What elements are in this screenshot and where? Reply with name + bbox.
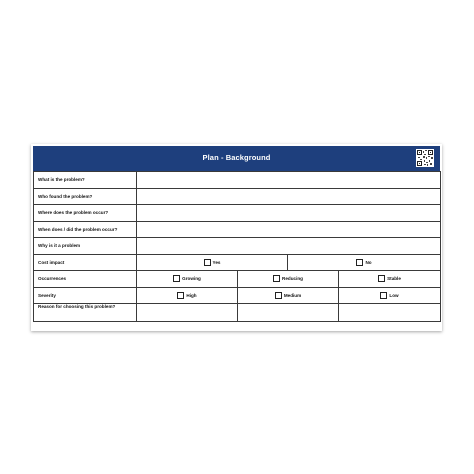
stable-label: Stable [387,276,401,282]
why-field[interactable] [137,238,441,255]
medium-checkbox[interactable] [275,292,282,299]
reason-field-3[interactable] [339,304,441,322]
severity-label: Severity [34,287,137,304]
cost-yes-checkbox[interactable] [204,259,211,266]
stable-checkbox[interactable] [378,275,385,282]
cost-no-checkbox[interactable] [356,259,363,266]
background-form-table [33,171,441,322]
reason-label-cell [34,304,137,322]
medium-label: Medium [283,292,302,298]
plan-background-board [31,144,442,331]
why-label: Why is it a problem [34,238,137,255]
reducing-label: Reducing [282,276,303,282]
severity-medium-cell [238,287,339,304]
occurrence-reducing-cell [238,271,339,288]
growing-checkbox[interactable] [173,275,180,282]
high-label: High [186,292,197,298]
when-field[interactable] [137,221,441,238]
where-field[interactable] [137,205,441,222]
form-row [34,172,441,189]
reason-field-2[interactable] [238,304,339,322]
reason-field-1[interactable] [137,304,238,322]
who-field[interactable] [137,188,441,205]
form-row [34,205,441,222]
cost-no-label: No [365,259,372,265]
form-row [34,238,441,255]
who-label: Who found the problem? [34,188,137,205]
cost-label: Cost impact [34,254,137,271]
reducing-checkbox[interactable] [273,275,280,282]
cost-no-cell [288,254,441,271]
growing-label: Growing [182,276,201,282]
what-field[interactable] [137,172,441,189]
when-label: When does / did the problem occur? [34,221,137,238]
form-row [34,271,441,288]
high-checkbox[interactable] [177,292,184,299]
severity-low-cell [339,287,441,304]
form-row [34,188,441,205]
low-label: Low [389,292,399,298]
cost-yes-label: Yes [212,259,221,265]
header-bar [33,146,440,171]
what-label: What is the problem? [34,172,137,189]
where-label: Where does the problem occur? [34,205,137,222]
board-title: Plan - Background [202,153,271,162]
qr-code-icon [416,149,434,167]
low-checkbox[interactable] [380,292,387,299]
form-row [34,304,441,322]
form-row [34,287,441,304]
occurrences-label: Occurrences [34,271,137,288]
severity-high-cell [137,287,238,304]
occurrence-stable-cell [339,271,441,288]
form-row [34,221,441,238]
form-row [34,254,441,271]
reason-label: Reason for choosing this problem? [38,304,116,309]
occurrence-growing-cell [137,271,238,288]
cost-yes-cell [137,254,288,271]
